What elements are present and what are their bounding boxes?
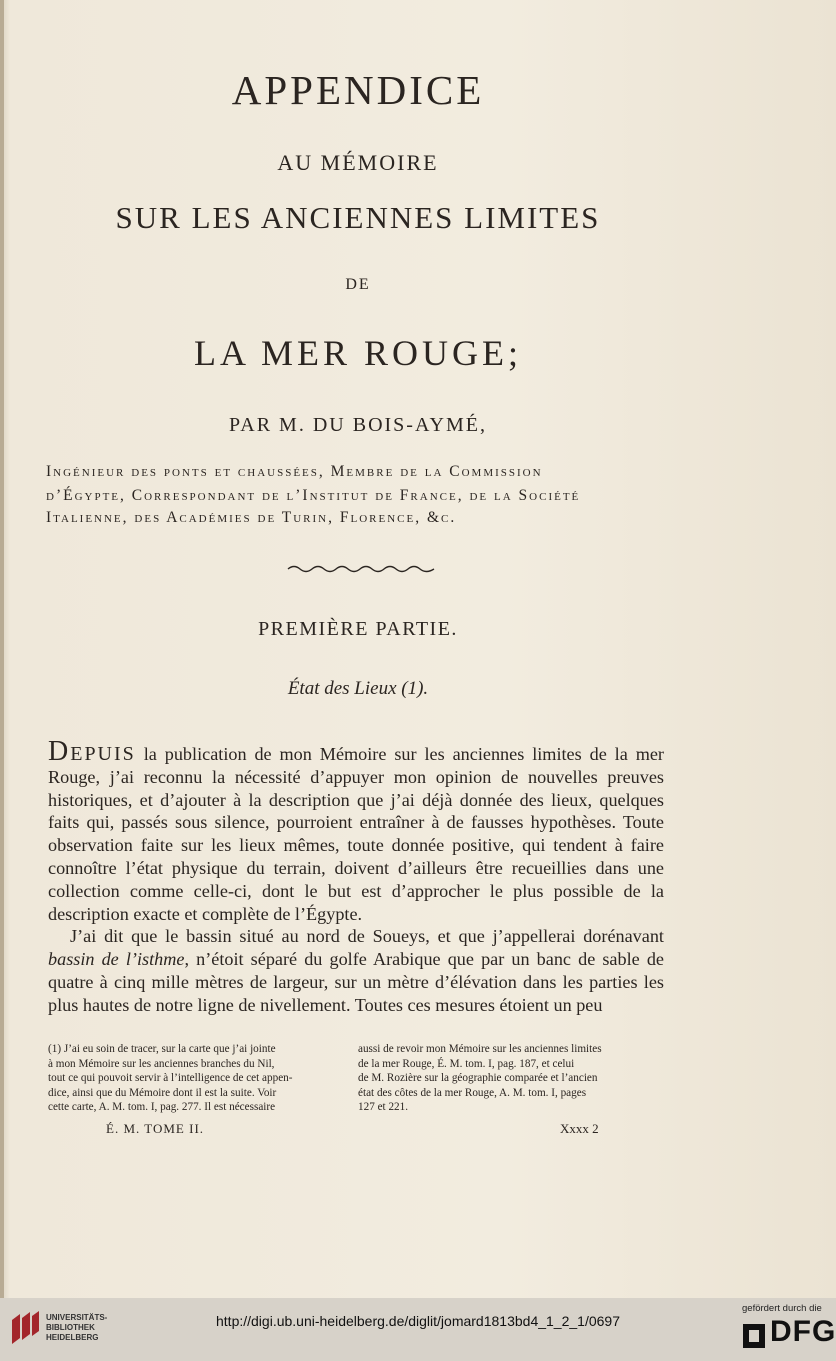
footnote-line: 127 et 221. — [358, 1101, 409, 1113]
funding-label: gefördert durch die — [742, 1303, 822, 1314]
paragraph — [48, 736, 664, 925]
ornament-divider — [286, 563, 436, 575]
page-title: APPENDICE — [231, 67, 485, 113]
library-name-line: UNIVERSITÄTS- — [46, 1313, 108, 1322]
section-subtitle: État des Lieux (1). — [287, 678, 429, 699]
page-binding-edge — [0, 0, 4, 1298]
footnote-column-right — [358, 1042, 654, 1115]
volume-label: É. M. TOME II. — [106, 1121, 205, 1136]
affiliation-line: Italienne, des Académies de Turin, Florence, &c. — [46, 509, 457, 526]
paragraph-text: , n’étoit séparé du golfe Arabique que par un banc de sable de quatre à cinq mille mètres de largeur, sur un mètre d’élévation dans les parties les plus hautes de notre ligne de nivellement. Toutes ces mesures étoient un peu — [48, 949, 664, 1015]
university-library-logo-icon[interactable] — [8, 1310, 42, 1348]
footnote-line: tout ce qui pouvoit servir à l’intelligence de cet appen- — [48, 1072, 293, 1084]
subtitle-limites: SUR LES ANCIENNES LIMITES — [115, 200, 601, 235]
affiliation-line: Ingénieur des ponts et chaussées, Membre de la Commission — [46, 463, 543, 480]
footnote-line: cette carte, A. M. tom. I, pag. 277. Il est nécessaire — [48, 1101, 276, 1113]
footnote-column-left — [48, 1042, 344, 1115]
paragraph-text: la publication de mon Mémoire sur les anciennes limites de la mer Rouge, j’ai reconnu la nécessité d’appuyer mon opinion de nouvelles preuves historiques, et d’ajouter à la description que j’ai déjà donnée des lieux, quelques faits qui, passés sous silence, pourroient entraîner à de fausses hypothèses. Toute observation faite sur les lieux mêmes, toute donnée positive, qui tendent à faire connoître l’état physique du terrain, doivent d’ailleurs être recueillies dans une collection comme celle-ci, dont le but est d’approcher le plus possible de la description exacte et complète de l’Égypte. — [48, 744, 664, 924]
affiliation-line: d’Égypte, Correspondant de l’Institut de France, de la Société — [46, 487, 581, 504]
paragraph — [48, 925, 664, 1016]
drop-cap-word: Depuis — [48, 736, 136, 767]
subtitle-memoire: AU MÉMOIRE — [277, 150, 439, 175]
author-line: PAR M. DU BOIS-AYMÉ, — [228, 414, 488, 436]
university-library-name[interactable] — [46, 1313, 107, 1343]
footnote-line: de M. Rozière sur la géographie comparée et l’ancien — [358, 1072, 598, 1084]
signature-mark: Xxxx 2 — [560, 1121, 599, 1136]
dfg-logo-text: DFG — [770, 1315, 836, 1348]
library-name-line: BIBLIOTHEK — [46, 1323, 95, 1332]
paragraph-text: J’ai dit que le bassin situé au nord de Soueys, et que j’appellerai dorénavant — [70, 926, 664, 947]
viewer-footer-bar — [0, 1298, 836, 1361]
body-text — [48, 736, 664, 1017]
subtitle-mer-rouge: LA MER ROUGE; — [193, 333, 522, 373]
footnote-line: (1) J’ai eu soin de tracer, sur la carte que j’ai jointe — [48, 1043, 276, 1055]
footnote-line: à mon Mémoire sur les anciennes branches du Nil, — [48, 1057, 275, 1070]
footnote-line: de la mer Rouge, É. M. tom. I, pag. 187, et celui — [358, 1057, 575, 1070]
part-heading: PREMIÈRE PARTIE. — [258, 618, 458, 640]
footnote-line: dice, ainsi que du Mémoire dont il est la suite. Voir — [48, 1086, 277, 1099]
italic-term: bassin de l’isthme — [48, 949, 185, 970]
subtitle-de: DE — [345, 276, 371, 293]
permalink-url[interactable]: http://digi.ub.uni-heidelberg.de/diglit/jomard1813bd4_1_2_1/0697 — [216, 1313, 620, 1329]
footnote-line: aussi de revoir mon Mémoire sur les anciennes limites — [358, 1043, 602, 1055]
library-name-line: HEIDELBERG — [46, 1333, 99, 1342]
footnote-line: état des côtes de la mer Rouge, A. M. tom. I, pages — [358, 1086, 587, 1099]
